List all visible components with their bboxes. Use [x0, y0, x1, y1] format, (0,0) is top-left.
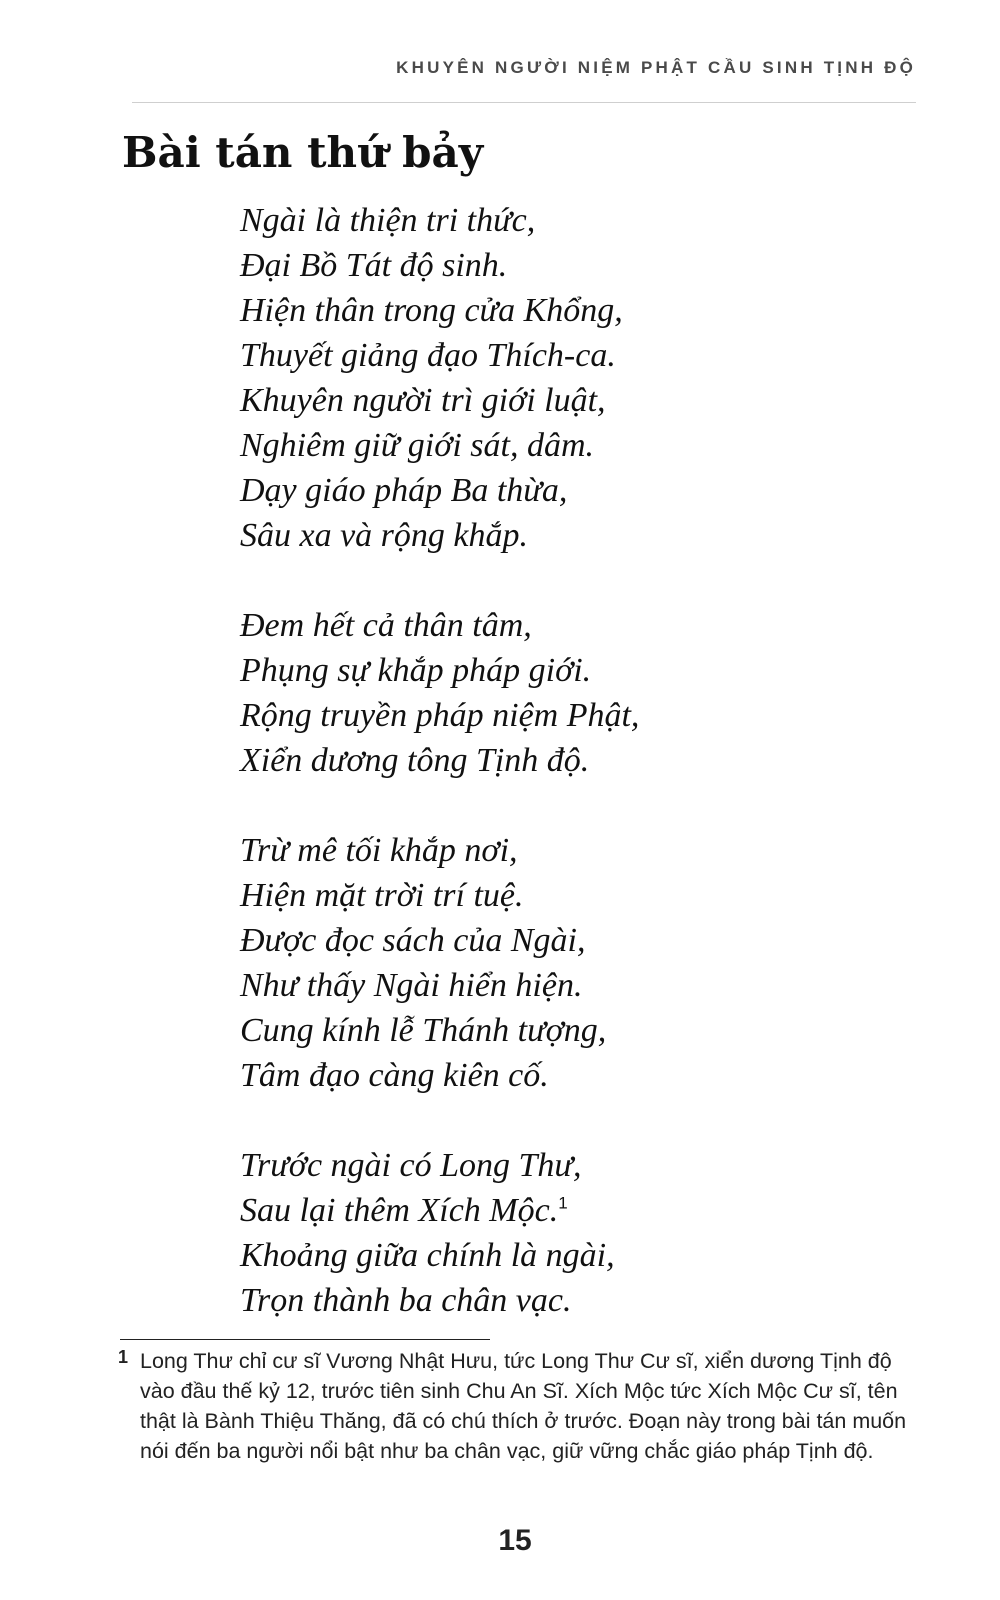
- footnote-divider: [120, 1339, 490, 1340]
- poem-stanza-3: [240, 828, 639, 1098]
- header-divider: [132, 102, 916, 103]
- poem-line: Dạy giáo pháp Ba thừa,: [240, 472, 568, 509]
- poem-line: Ngài là thiện tri thức,: [240, 202, 536, 239]
- poem-line: Khuyên người trì giới luật,: [240, 382, 606, 419]
- poem-line: Phụng sự khắp pháp giới.: [240, 652, 592, 689]
- footnote-marker: 1: [118, 1347, 129, 1367]
- poem-line: Xiển dương tông Tịnh độ.: [240, 742, 590, 779]
- poem-line: Rộng truyền pháp niệm Phật,: [240, 697, 640, 734]
- poem-line: Như thấy Ngài hiển hiện.: [240, 967, 583, 1004]
- poem-stanza-2: [240, 603, 639, 783]
- poem-line: Tâm đạo càng kiên cố.: [240, 1057, 549, 1094]
- page-number: 15: [498, 1524, 532, 1557]
- poem-stanza-1: [240, 198, 639, 558]
- poem-line: Đại Bồ Tát độ sinh.: [240, 247, 508, 284]
- poem-line: Trọn thành ba chân vạc.: [240, 1282, 572, 1319]
- footnote-text: Long Thư chỉ cư sĩ Vương Nhật Hưu, tức Long Thư Cư sĩ, xiển dương Tịnh độ vào đầu thế kỷ 12, trước tiên sinh Chu An Sĩ. Xích Mộc tức Xích Mộc Cư sĩ, tên thật là Bành Thiệu Thăng, đã có chú thích ở trước. Đoạn này trong bài tán muốn nói đến ba người nổi bật như ba chân vạc, giữ vững chắc giáo pháp Tịnh độ.: [140, 1349, 907, 1463]
- poem-line: Cung kính lễ Thánh tượng,: [240, 1012, 607, 1049]
- poem-line: Thuyết giảng đạo Thích-ca.: [240, 337, 616, 374]
- poem-line: Nghiêm giữ giới sát, dâm.: [240, 427, 595, 464]
- poem-line: Sâu xa và rộng khắp.: [240, 517, 529, 554]
- poem-line: Đem hết cả thân tâm,: [240, 607, 532, 644]
- poem-line-text: Sau lại thêm Xích Mộc.: [240, 1192, 559, 1229]
- poem-line: Trừ mê tối khắp nơi,: [240, 832, 518, 869]
- running-header: KHUYÊN NGƯỜI NIỆM PHẬT CẦU SINH TỊNH ĐỘ: [396, 58, 916, 77]
- poem-line: Khoảng giữa chính là ngài,: [240, 1237, 615, 1274]
- poem-line: Trước ngài có Long Thư,: [240, 1147, 582, 1184]
- poem-line: Hiện mặt trời trí tuệ.: [240, 877, 524, 914]
- footnote-reference[interactable]: 1: [558, 1193, 568, 1213]
- poem-line-with-footnote: [240, 1188, 639, 1233]
- poem-line: Được đọc sách của Ngài,: [240, 922, 586, 959]
- poem: [240, 198, 639, 1368]
- page-title: Bài tán thứ bảy: [122, 128, 484, 177]
- poem-stanza-4: [240, 1143, 639, 1323]
- footnote: [118, 1346, 918, 1466]
- poem-line: Hiện thân trong cửa Khổng,: [240, 292, 623, 329]
